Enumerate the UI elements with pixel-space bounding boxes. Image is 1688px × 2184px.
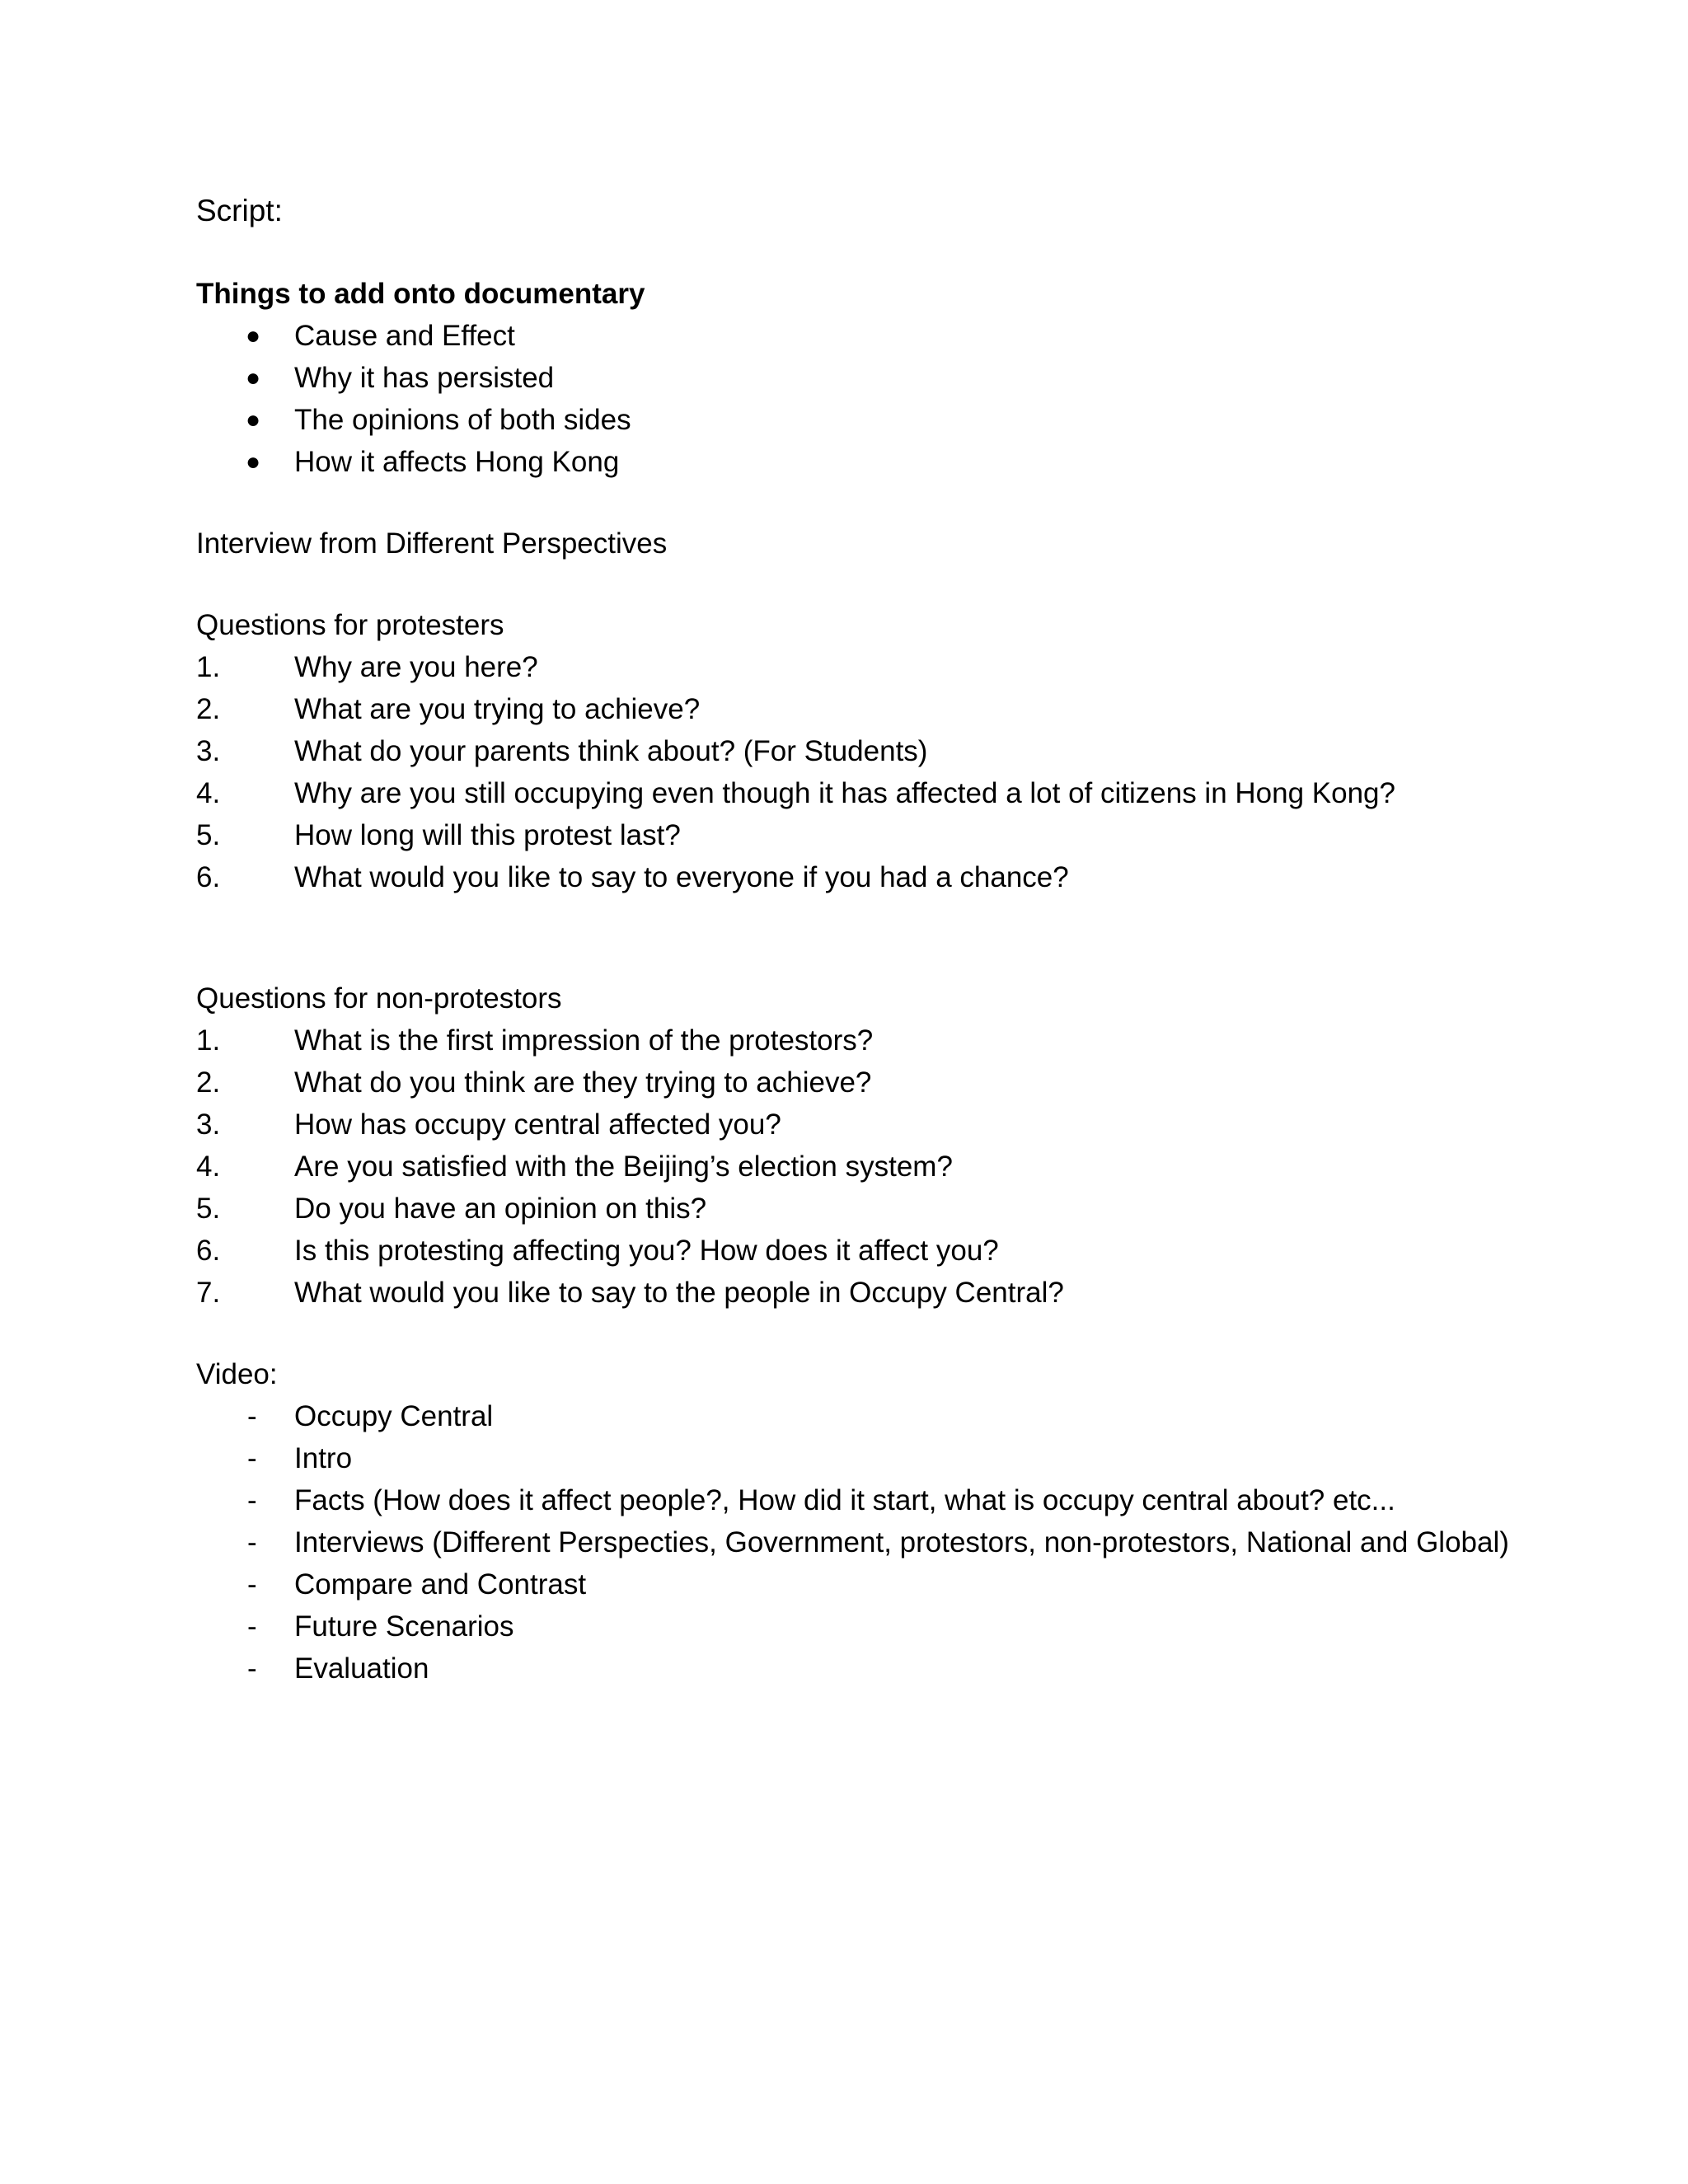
list-item-text: Compare and Contrast [294,1568,587,1601]
list-item [196,1395,1515,1437]
list-item-text: Do you have an opinion on this? [294,1193,707,1225]
list-item [196,814,1515,856]
list-item-text: How it affects Hong Kong [294,446,620,478]
video-heading: Video: [196,1358,278,1390]
dash-icon: - [247,1400,257,1432]
protesters-questions-heading: Questions for protesters [196,609,504,641]
list-item-text: Interviews (Different Perspecties, Government, protestors, non-protestors, National and Global) [294,1526,1509,1558]
list-item [196,357,1515,399]
list-number: 7. [196,1277,221,1309]
list-item [196,1230,1515,1272]
dash-icon: - [247,1526,257,1558]
dash-icon: - [247,1568,257,1601]
spacer [196,483,1515,523]
protesters-questions-list [196,646,1515,898]
list-item [196,646,1515,688]
list-item [196,315,1515,357]
list-item [196,1188,1515,1230]
list-number: 6. [196,861,221,893]
list-item-text: Is this protesting affecting you? How does it affect you? [294,1235,999,1267]
list-item [196,1647,1515,1690]
document-content [196,188,1515,1690]
list-number: 5. [196,819,221,851]
list-item-text: Occupy Central [294,1400,494,1432]
video-dash-list [196,1395,1515,1690]
list-item-text: The opinions of both sides [294,404,631,436]
list-item [196,1521,1515,1563]
list-item [196,772,1515,814]
list-number: 2. [196,693,221,725]
list-number: 3. [196,1108,221,1141]
list-item-text: Intro [294,1442,353,1474]
list-item [196,1479,1515,1521]
list-item [196,1104,1515,1146]
list-item-text: What would you like to say to the people in Occupy Central? [294,1277,1064,1309]
dash-icon: - [247,1652,257,1685]
non-protestors-questions-heading: Questions for non-protestors [196,982,562,1015]
list-item-text: What would you like to say to everyone if you had a chance? [294,861,1069,893]
list-number: 4. [196,1151,221,1183]
document-title: Script: [196,194,283,227]
list-item-text: How has occupy central affected you? [294,1108,781,1141]
dash-icon: - [247,1610,257,1643]
section-heading-documentary: Things to add onto documentary [196,278,645,310]
list-item [196,441,1515,483]
list-item-text: Future Scenarios [294,1610,514,1643]
list-item [196,856,1515,898]
list-item-text: How long will this protest last? [294,819,681,851]
interview-heading: Interview from Different Perspectives [196,527,668,560]
list-item-text: Why are you here? [294,651,538,683]
list-number: 1. [196,1024,221,1057]
list-item-text: What do your parents think about? (For Students) [294,735,928,767]
list-item-text: Cause and Effect [294,320,515,352]
spacer [196,1314,1515,1353]
list-item [196,688,1515,730]
list-item [196,1272,1515,1314]
list-number: 1. [196,651,221,683]
list-number: 3. [196,735,221,767]
spacer [196,898,1515,977]
list-number: 5. [196,1193,221,1225]
list-item-text: What is the first impression of the protestors? [294,1024,874,1057]
list-item [196,730,1515,772]
bullet-icon: ● [246,322,261,349]
bullet-icon: ● [246,406,261,434]
list-item-text: Why it has persisted [294,362,555,394]
spacer [196,565,1515,604]
list-item [196,1146,1515,1188]
list-number: 2. [196,1066,221,1099]
list-item-text: Evaluation [294,1652,429,1685]
list-item-text: Why are you still occupying even though it has affected a lot of citizens in Hong Kong? [294,777,1395,809]
list-item-text: Are you satisfied with the Beijing’s election system? [294,1151,953,1183]
list-item [196,399,1515,441]
list-item-text: What do you think are they trying to achieve? [294,1066,872,1099]
list-item-text: What are you trying to achieve? [294,693,701,725]
bullet-icon: ● [246,448,261,476]
dash-icon: - [247,1442,257,1474]
list-number: 6. [196,1235,221,1267]
list-item [196,1062,1515,1104]
documentary-bullet-list [196,315,1515,483]
list-item [196,1563,1515,1605]
non-protestors-questions-list [196,1019,1515,1314]
bullet-icon: ● [246,364,261,391]
list-item [196,1605,1515,1647]
list-number: 4. [196,777,221,809]
list-item [196,1437,1515,1479]
list-item-text: Facts (How does it affect people?, How did it start, what is occupy central about? etc... [294,1484,1395,1516]
dash-icon: - [247,1484,257,1516]
list-item [196,1019,1515,1062]
